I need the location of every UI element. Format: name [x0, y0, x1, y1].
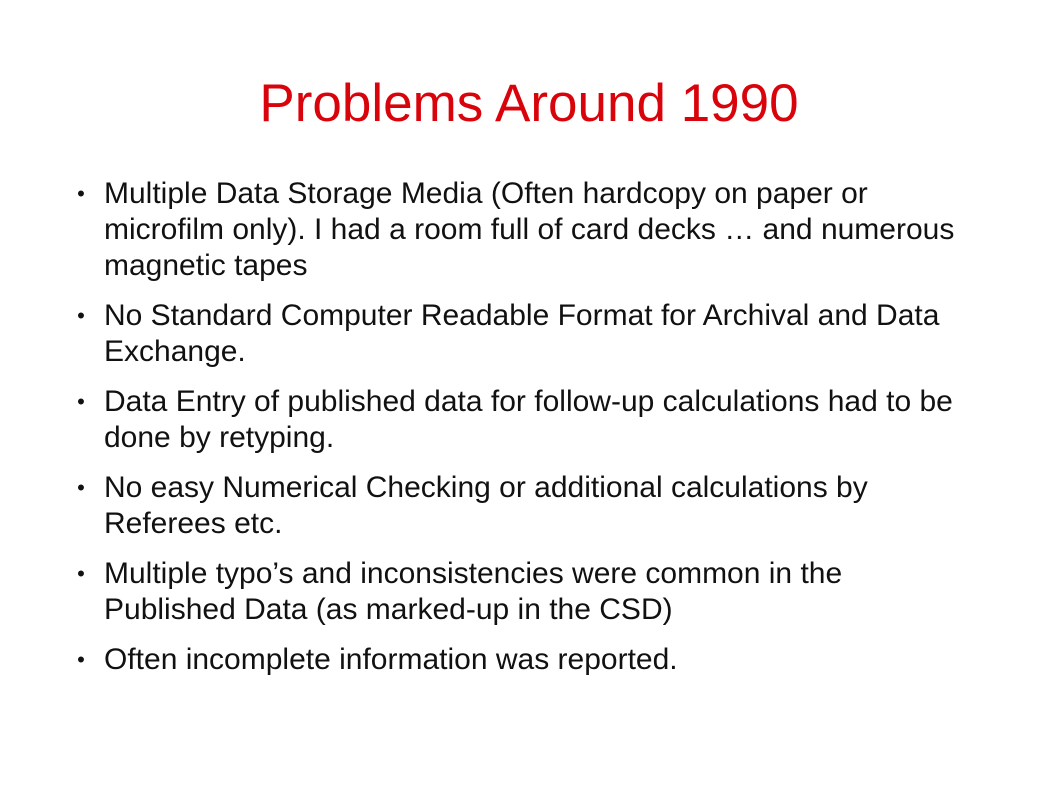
bullet-dot-icon: • — [77, 647, 85, 672]
bullet-text: No easy Numerical Checking or additional calculations by Referees etc. — [104, 471, 868, 540]
bullet-dot-icon: • — [77, 475, 85, 500]
bullet-item — [71, 298, 971, 370]
bullet-dot-icon: • — [77, 181, 85, 206]
bullet-text: Multiple Data Storage Media (Often hardcopy on paper or microfilm only). I had a room full of card decks … and numerous magnetic tapes — [104, 177, 955, 282]
bullet-dot-icon: • — [77, 303, 85, 328]
bullet-item — [71, 470, 971, 542]
bullet-list — [71, 176, 971, 692]
bullet-dot-icon: • — [77, 389, 85, 414]
bullet-item — [71, 384, 971, 456]
bullet-text: Often incomplete information was reported. — [104, 643, 678, 676]
bullet-item — [71, 176, 971, 284]
bullet-text: Data Entry of published data for follow-up calculations had to be done by retyping. — [104, 385, 953, 454]
slide-title: Problems Around 1990 — [259, 74, 799, 133]
bullet-item — [71, 556, 971, 628]
bullet-text: No Standard Computer Readable Format for Archival and Data Exchange. — [104, 299, 940, 368]
bullet-dot-icon: • — [77, 561, 85, 586]
bullet-item — [71, 642, 971, 678]
bullet-text: Multiple typo’s and inconsistencies were common in the Published Data (as marked-up in the CSD) — [104, 557, 843, 626]
